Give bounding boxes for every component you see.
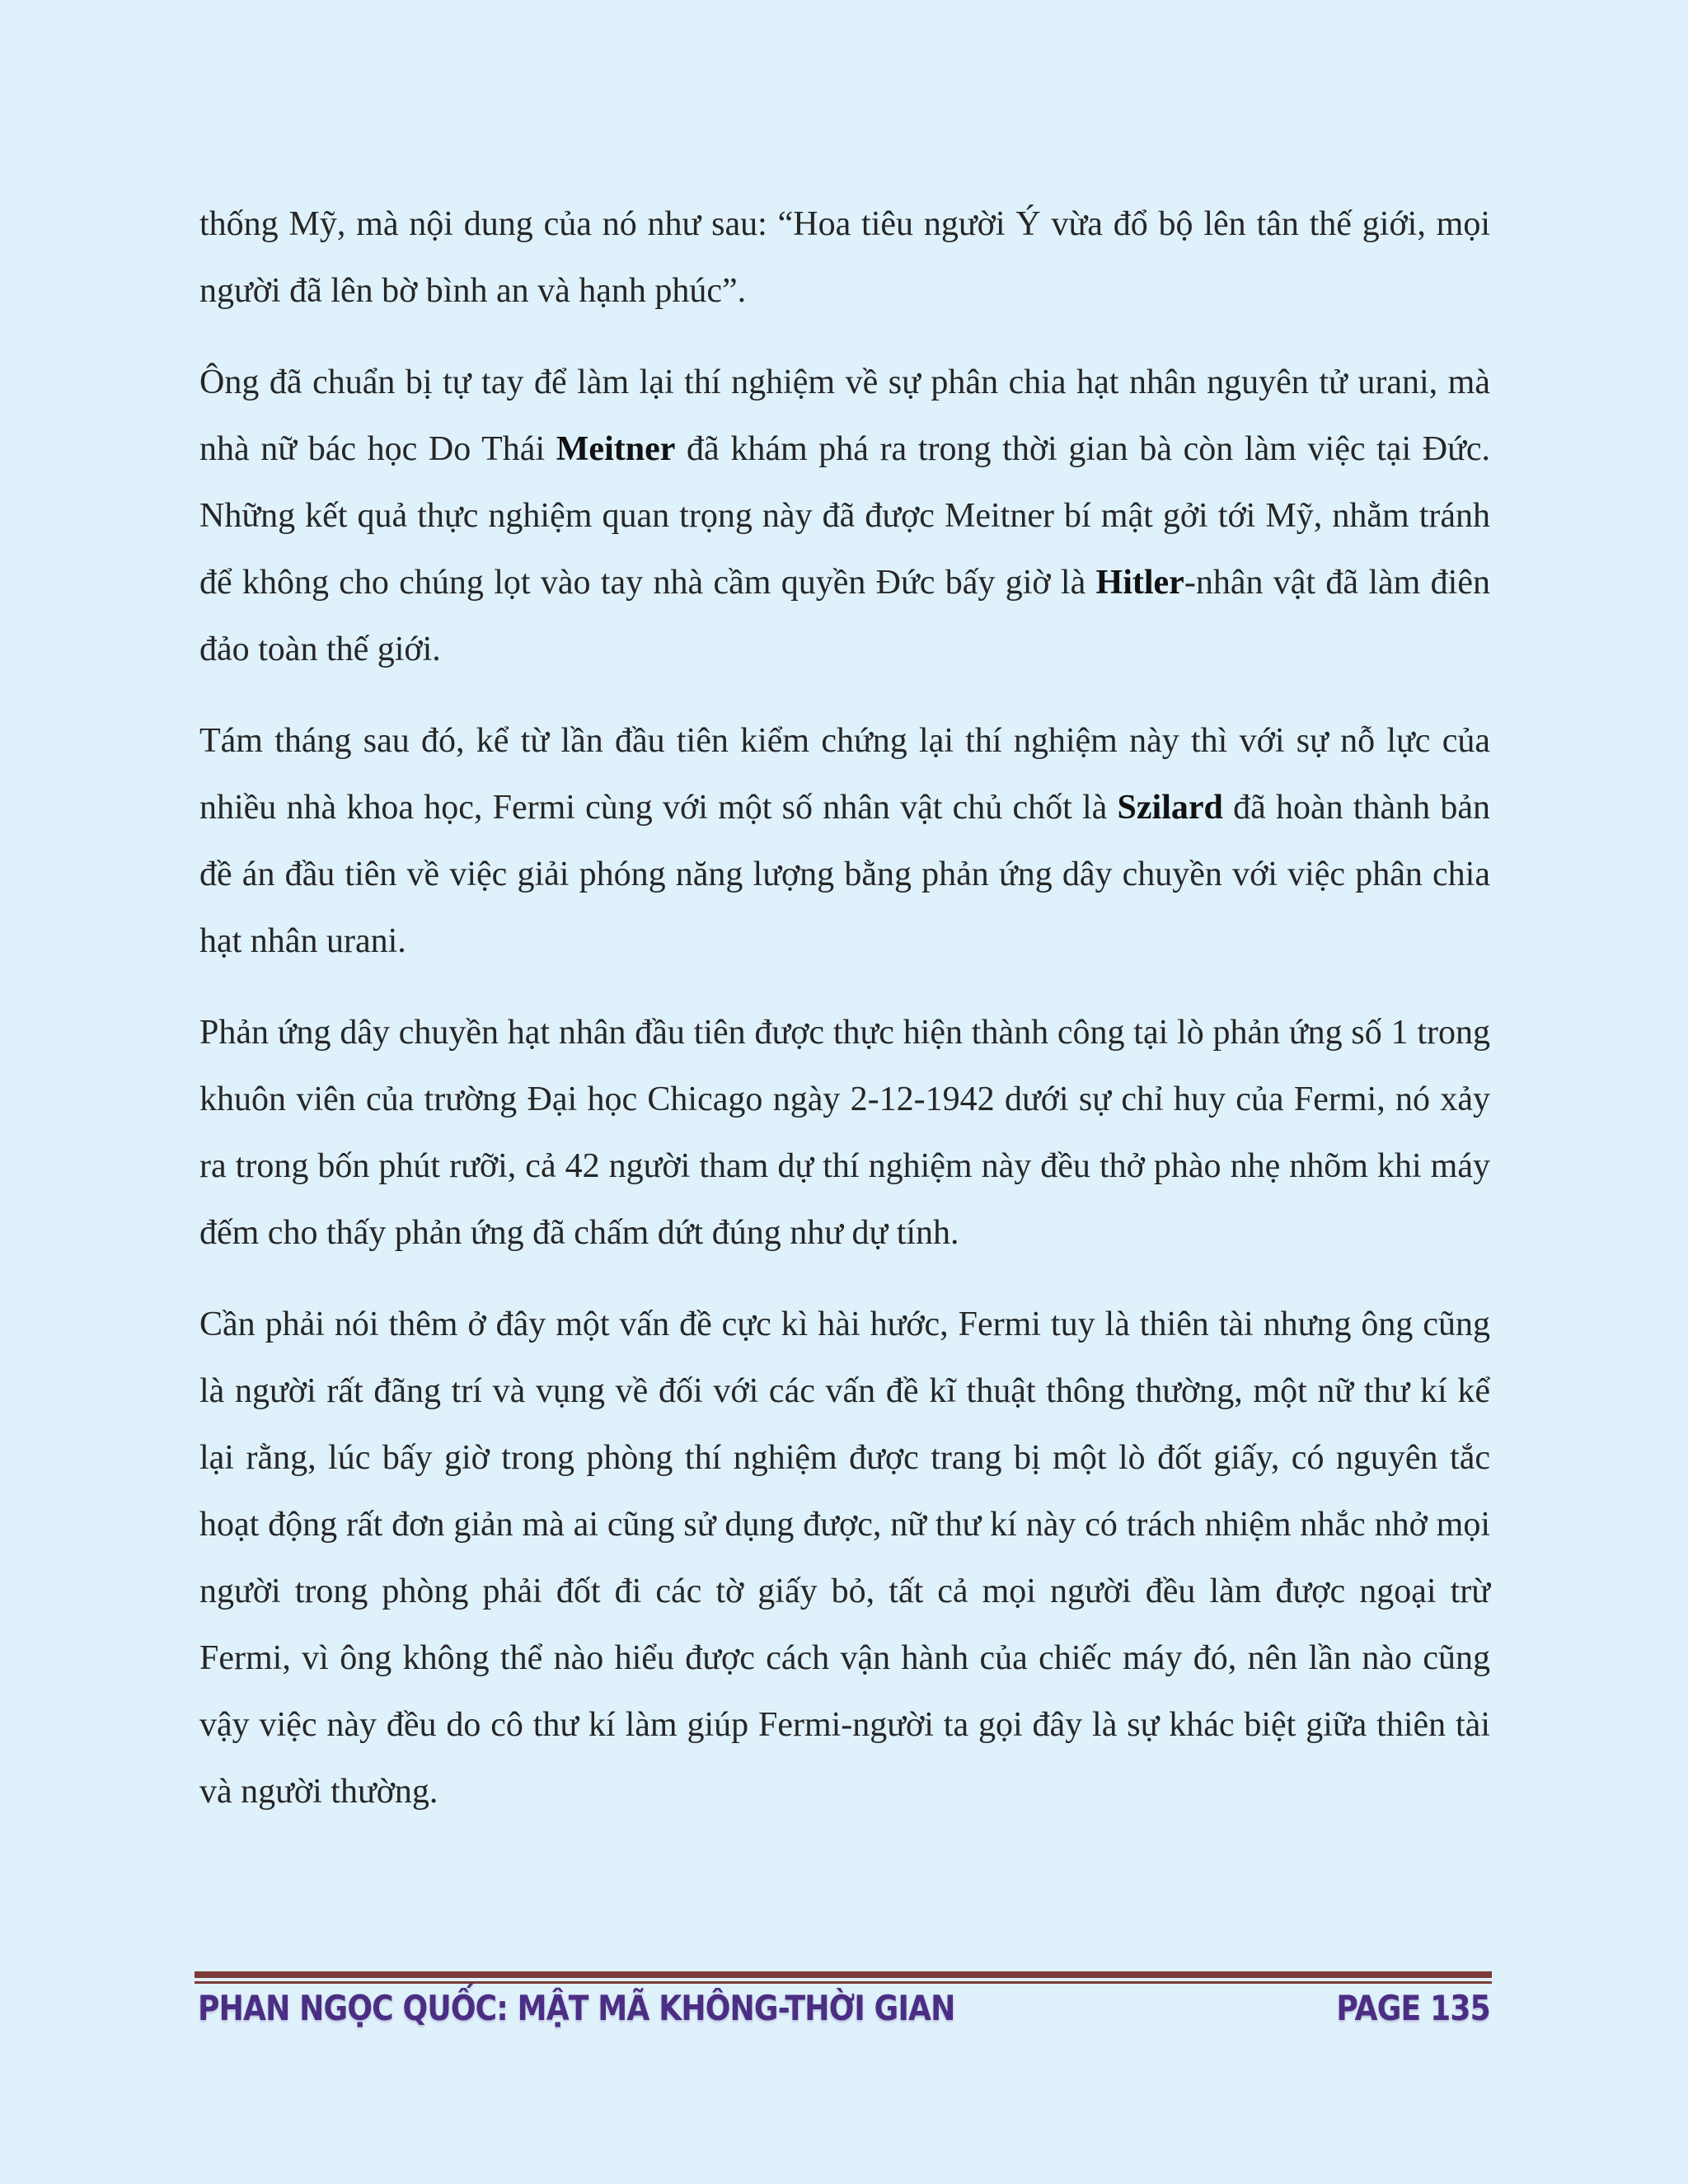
paragraph	[199, 1291, 1490, 1825]
footer-page-number: PAGE 135	[1336, 1988, 1490, 2028]
text-run: Tám tháng sau đó, kể từ lần đầu tiên kiểm chứng lại thí nghiệm này thì với sự nỗ lực của nhiều nhà khoa học, Fermi cùng với một số nhân vật chủ chốt là	[199, 722, 1490, 827]
bold-name: Szilard	[1117, 789, 1223, 827]
text-run: đã hoàn thành bản đề án đầu tiên về việc giải phóng năng lượng bằng phản ứng dây chuyền với việc phân chia hạt nhân urani.	[199, 789, 1490, 960]
bold-name: Hitler	[1095, 564, 1184, 602]
footer-rule-thin	[195, 1981, 1492, 1984]
paragraph	[199, 349, 1490, 683]
footer-rule-thick	[195, 1971, 1492, 1978]
body-text	[199, 191, 1490, 1850]
paragraph	[199, 191, 1490, 325]
paragraph	[199, 1000, 1490, 1267]
text-run: Phản ứng dây chuyền hạt nhân đầu tiên được thực hiện thành công tại lò phản ứng số 1 trong khuôn viên của trường Đại học Chicago ngày 2-12-1942 dưới sự chỉ huy của Fermi, nó xảy ra trong bốn phút rưỡi, cả 42 người tham dự thí nghiệm này đều thở phào nhẹ nhõm khi máy đếm cho thấy phản ứng đã chấm dứt đúng như dự tính.	[199, 1014, 1490, 1252]
page-footer	[198, 1988, 1490, 2037]
bold-name: Meitner	[556, 430, 676, 468]
footer-book-title: PHAN NGỌC QUỐC: MẬT MÃ KHÔNG-THỜI GIAN	[198, 1988, 955, 2028]
paragraph	[199, 708, 1490, 975]
text-run: thống Mỹ, mà nội dung của nó như sau: “Hoa tiêu người Ý vừa đổ bộ lên tân thế giới, mọi người đã lên bờ bình an và hạnh phúc”.	[199, 205, 1490, 310]
text-run: Ông đã chuẩn bị tự tay để làm lại thí nghiệm về sự phân chia hạt nhân nguyên tử urani, mà nhà nữ bác học Do Thái	[199, 363, 1490, 468]
text-run: Cần phải nói thêm ở đây một vấn đề cực kì hài hước, Fermi tuy là thiên tài nhưng ông cũng là người rất đãng trí và vụng về đối với các vấn đề kĩ thuật thông thường, một nữ thư kí kể lại rằng, lúc bấy giờ trong phòng thí nghiệm được trang bị một lò đốt giấy, có nguyên tắc hoạt động rất đơn giản mà ai cũng sử dụng được, nữ thư kí này có trách nhiệm nhắc nhở mọi người trong phòng phải đốt đi các tờ giấy bỏ, tất cả mọi người đều làm được ngoại trừ Fermi, vì ông không thể nào hiểu được cách vận hành của chiếc máy đó, nên lần nào cũng vậy việc này đều do cô thư kí làm giúp Fermi-người ta gọi đây là sự khác biệt giữa thiên tài và người thường.	[199, 1305, 1490, 1811]
text-run: -nhân vật đã làm điên đảo toàn thế giới.	[199, 564, 1490, 668]
text-run: đã khám phá ra trong thời gian bà còn làm việc tại Đức. Những kết quả thực nghiệm quan trọng này đã được Meitner bí mật gởi tới Mỹ, nhằm tránh để không cho chúng lọt vào tay nhà cầm quyền Đức bấy giờ là	[199, 430, 1490, 602]
